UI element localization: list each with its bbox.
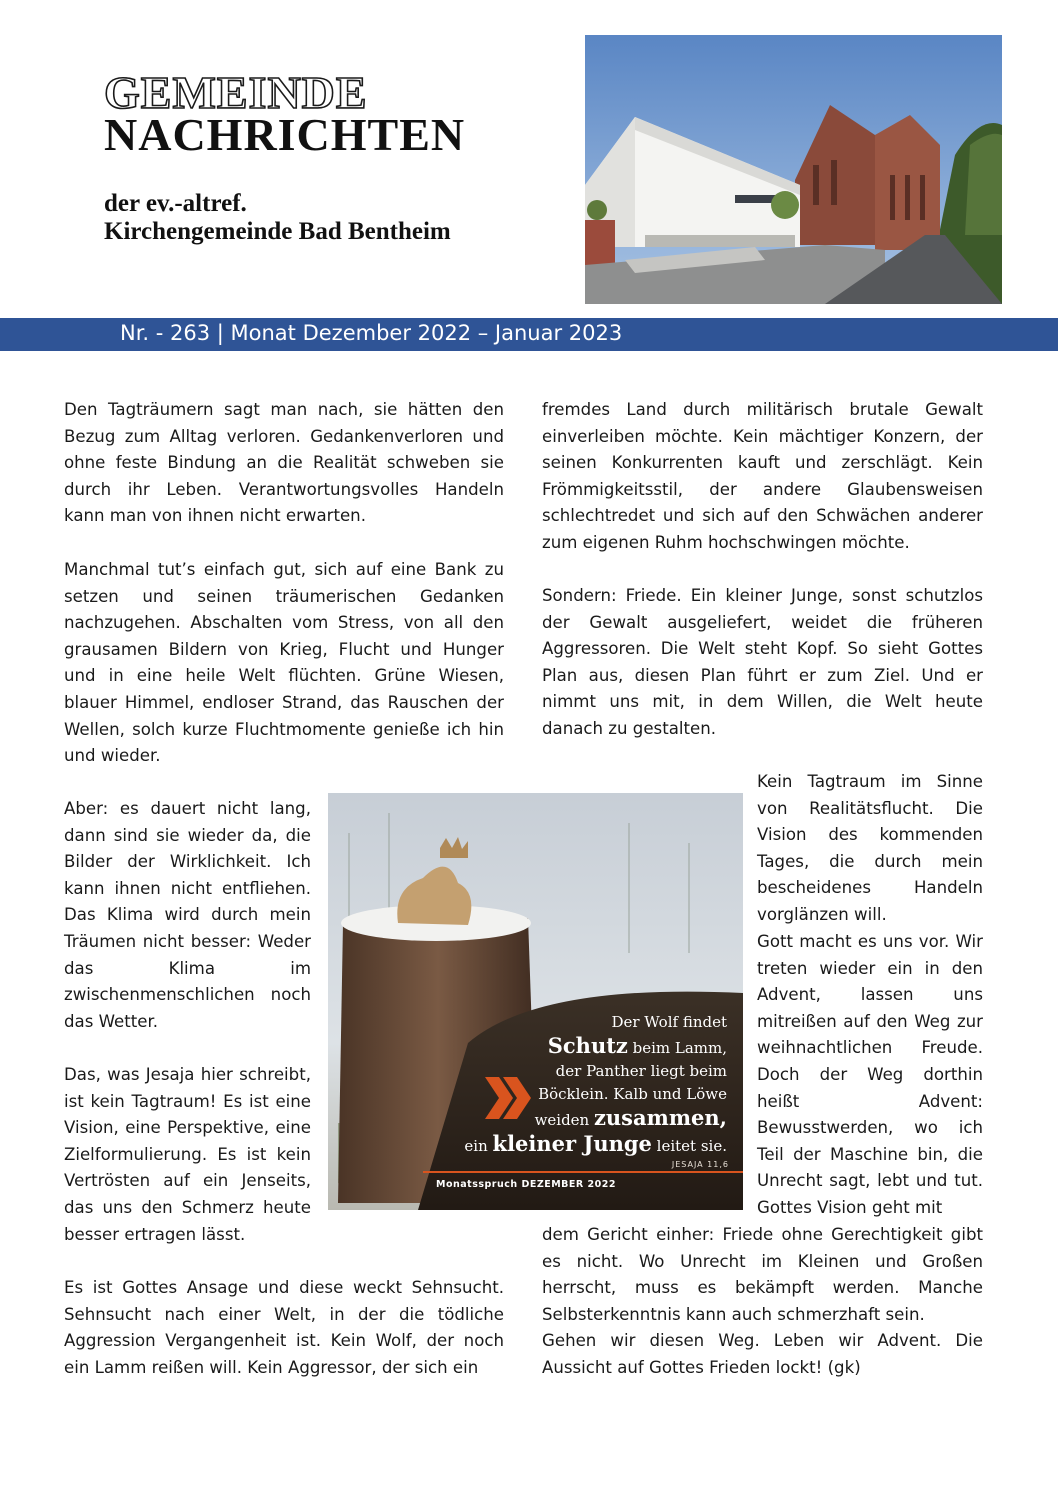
quote-line bbox=[457, 1106, 727, 1132]
issue-banner-text: Nr. - 263 | Monat Dezember 2022 – Januar 2023 bbox=[120, 321, 623, 345]
article-paragraph: Aber: es dauert nicht lang, dann sind sie wieder da, die Bilder der Wirklichkeit. Ich kann ihnen nicht entfliehen. Das Klima wird durch mein Träumen nicht besser: Weder das Klima im zwischenmenschlichen noch das Wetter. bbox=[64, 799, 311, 1031]
monatsspruch-image bbox=[328, 793, 743, 1210]
article-paragraph: Es ist Gottes Ansage und diese weckt Sehnsucht. Sehnsucht nach einer Welt, in der die tödliche Aggression Vergangenheit ist. Kein Wolf, der noch ein Lamm reißen will. Kein Aggressor, der sich ein bbox=[64, 1278, 504, 1377]
quote-line bbox=[457, 1034, 727, 1060]
quote-fragment: leitet sie. bbox=[651, 1137, 727, 1155]
quote-line: Böcklein. Kalb und Löwe bbox=[538, 1085, 727, 1103]
quote-emphasis: Schutz bbox=[547, 1033, 628, 1058]
article-paragraph: Gott macht es uns vor. Wir treten wieder ein in den Advent, lassen uns mitreißen auf den Weg zur weihnachtlichen Freude. Doch der Weg dorthin heißt Advent: Bewusstwerden, wo ich Teil der Maschine bin, die Unrecht sagt, lebt und tut. Gottes Vision geht mit bbox=[757, 932, 983, 1217]
quote-emphasis: kleiner Junge bbox=[492, 1131, 652, 1156]
article-paragraph: Den Tagträumern sagt man nach, sie hätten den Bezug zum Alltag verloren. Gedankenverloren und ohne feste Bindung an die Realität schweben sie durch ihr Leben. Verantwortungsvolles Handeln kann man von ihnen nicht erwarten. bbox=[64, 400, 504, 526]
quote-emphasis: zusammen, bbox=[593, 1105, 727, 1130]
article-paragraph: Kein Tagtraum im Sinne von Realitätsflucht. Die Vision des kommenden Tages, die durch mein bescheidenes Handeln vorglänzen will. bbox=[757, 772, 983, 924]
article-paragraph: Das, was Jesaja hier schreibt, ist kein Tagtraum! Es ist eine Vision, eine Perspektive, eine Zielformulierung. Es ist kein Vertrösten auf ein Jenseits, das uns den Schmerz heute besser ertragen lässt. bbox=[64, 1065, 311, 1244]
article-paragraph: Gehen wir diesen Weg. Leben wir Advent. Die Aussicht auf Gottes Frieden lockt! (gk) bbox=[542, 1331, 983, 1377]
masthead-subtitle bbox=[104, 190, 451, 246]
quote-fragment: ein bbox=[464, 1137, 493, 1155]
church-photo bbox=[585, 35, 1002, 304]
quote-line bbox=[457, 1132, 727, 1158]
quote-line: der Panther liegt beim bbox=[555, 1062, 727, 1080]
article-paragraph: dem Gericht einher: Friede ohne Gerechtigkeit gibt es nicht. Wo Unrecht im Kleinen und Großen herrscht, muss es bekämpft werden. Manche Selbsterkenntnis kann auch schmerzhaft sein. bbox=[542, 1225, 983, 1324]
quote-fragment: weiden bbox=[534, 1111, 594, 1129]
quote-fragment: beim Lamm, bbox=[627, 1039, 727, 1057]
title-line-gemeinde: GEMEINDE bbox=[104, 67, 368, 118]
article-paragraph: Manchmal tut’s einfach gut, sich auf eine Bank zu setzen und seinen träumerischen Gedanken nachzugehen. Abschalten vom Stress, von all den grausamen Bildern von Krieg, Flucht und Hunger und in eine heile Welt flüchten. Grüne Wiesen, blauer Himmel, endloser Strand, das Rauschen der Wellen, solch kurze Fluchtmomente genieße ich hin und wieder. bbox=[64, 560, 504, 766]
verse-reference: JESAJA 11,6 bbox=[671, 1160, 729, 1169]
issue-banner bbox=[0, 318, 1058, 351]
monatsspruch-label: Monatsspruch DEZEMBER 2022 bbox=[436, 1179, 616, 1190]
subtitle-line-2: Kirchengemeinde Bad Bentheim bbox=[104, 218, 451, 245]
bible-quote bbox=[457, 1011, 727, 1158]
masthead-title bbox=[104, 67, 466, 160]
article-paragraph: fremdes Land durch militärisch brutale Gewalt einverleiben möchte. Kein mächtiger Konzern, der seinen Konkurrenten kauft und zerschlägt. Kein Frömmigkeitsstil, der andere Glaubensweisen schlechtredet und sich auf den Schwächen anderer zum eigenen Ruhm hochschwingen möchte. bbox=[542, 400, 983, 552]
title-line-nachrichten: NACHRICHTEN bbox=[104, 109, 466, 160]
quote-line: Der Wolf findet bbox=[611, 1013, 727, 1031]
article-paragraph: Sondern: Friede. Ein kleiner Junge, sonst schutzlos der Gewalt ausgeliefert, weidet die früheren Aggressoren. Die Welt steht Kopf. So sieht Gottes Plan aus, diesen Plan führt er zum Ziel. Und er nimmt uns mit, in dem Willen, die Welt heute danach zu gestalten. bbox=[542, 586, 983, 738]
subtitle-line-1: der ev.-altref. bbox=[104, 190, 247, 217]
